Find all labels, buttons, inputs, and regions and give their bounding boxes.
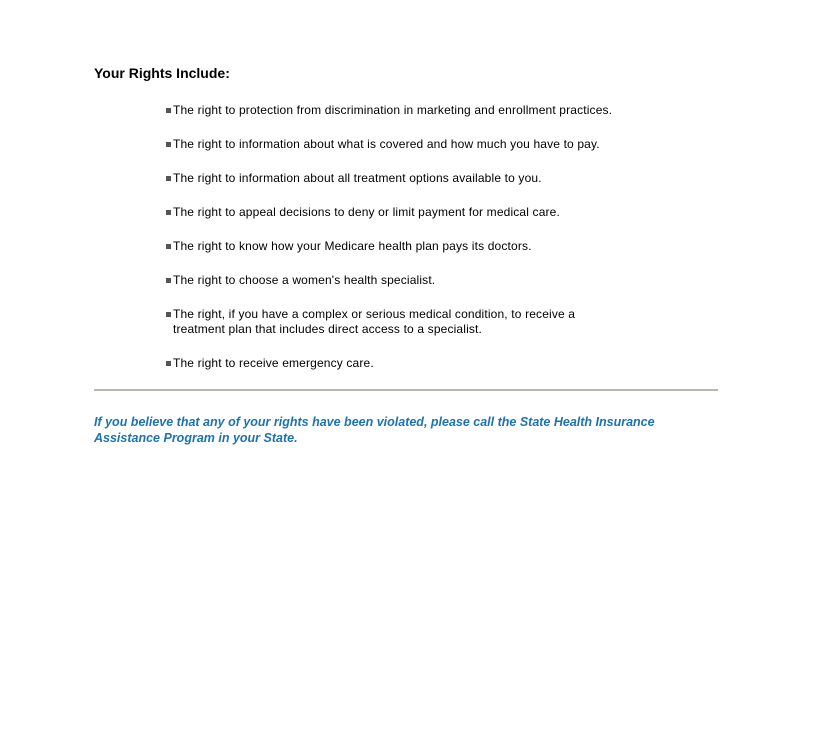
- list-item-text: The right to choose a women's health specialist.: [173, 273, 436, 287]
- list-item-text: The right to information about all treatment options available to you.: [173, 171, 542, 185]
- list-item-text: The right to receive emergency care.: [173, 356, 374, 370]
- list-item-text: The right to appeal decisions to deny or limit payment for medical care.: [173, 205, 560, 219]
- square-bullet-icon: [166, 108, 171, 113]
- list-item-text: The right to know how your Medicare health plan pays its doctors.: [173, 239, 532, 253]
- list-item: [166, 307, 666, 337]
- list-item: [166, 137, 666, 152]
- contact-note: If you believe that any of your rights have been violated, please call the State Health Insurance Assistance Program in your State.: [94, 415, 655, 445]
- list-item-text: The right to information about what is covered and how much you have to pay.: [173, 137, 600, 151]
- square-bullet-icon: [166, 361, 171, 366]
- square-bullet-icon: [166, 210, 171, 215]
- list-item: [166, 273, 666, 288]
- square-bullet-icon: [166, 142, 171, 147]
- list-item: [166, 103, 666, 118]
- square-bullet-icon: [166, 278, 171, 283]
- list-item: [166, 239, 666, 254]
- list-item: [166, 171, 666, 186]
- rights-list: [166, 103, 666, 390]
- square-bullet-icon: [166, 244, 171, 249]
- list-item: [166, 356, 666, 371]
- square-bullet-icon: [166, 176, 171, 181]
- square-bullet-icon: [166, 312, 171, 317]
- list-item: [166, 205, 666, 220]
- list-item-text: The right to protection from discrimination in marketing and enrollment practices.: [173, 103, 613, 117]
- list-item-text: The right, if you have a complex or serious medical condition, to receive a treatment plan that includes direct access to a specialist.: [173, 307, 576, 336]
- page-heading: Your Rights Include:: [94, 65, 230, 81]
- section-divider: [94, 389, 718, 391]
